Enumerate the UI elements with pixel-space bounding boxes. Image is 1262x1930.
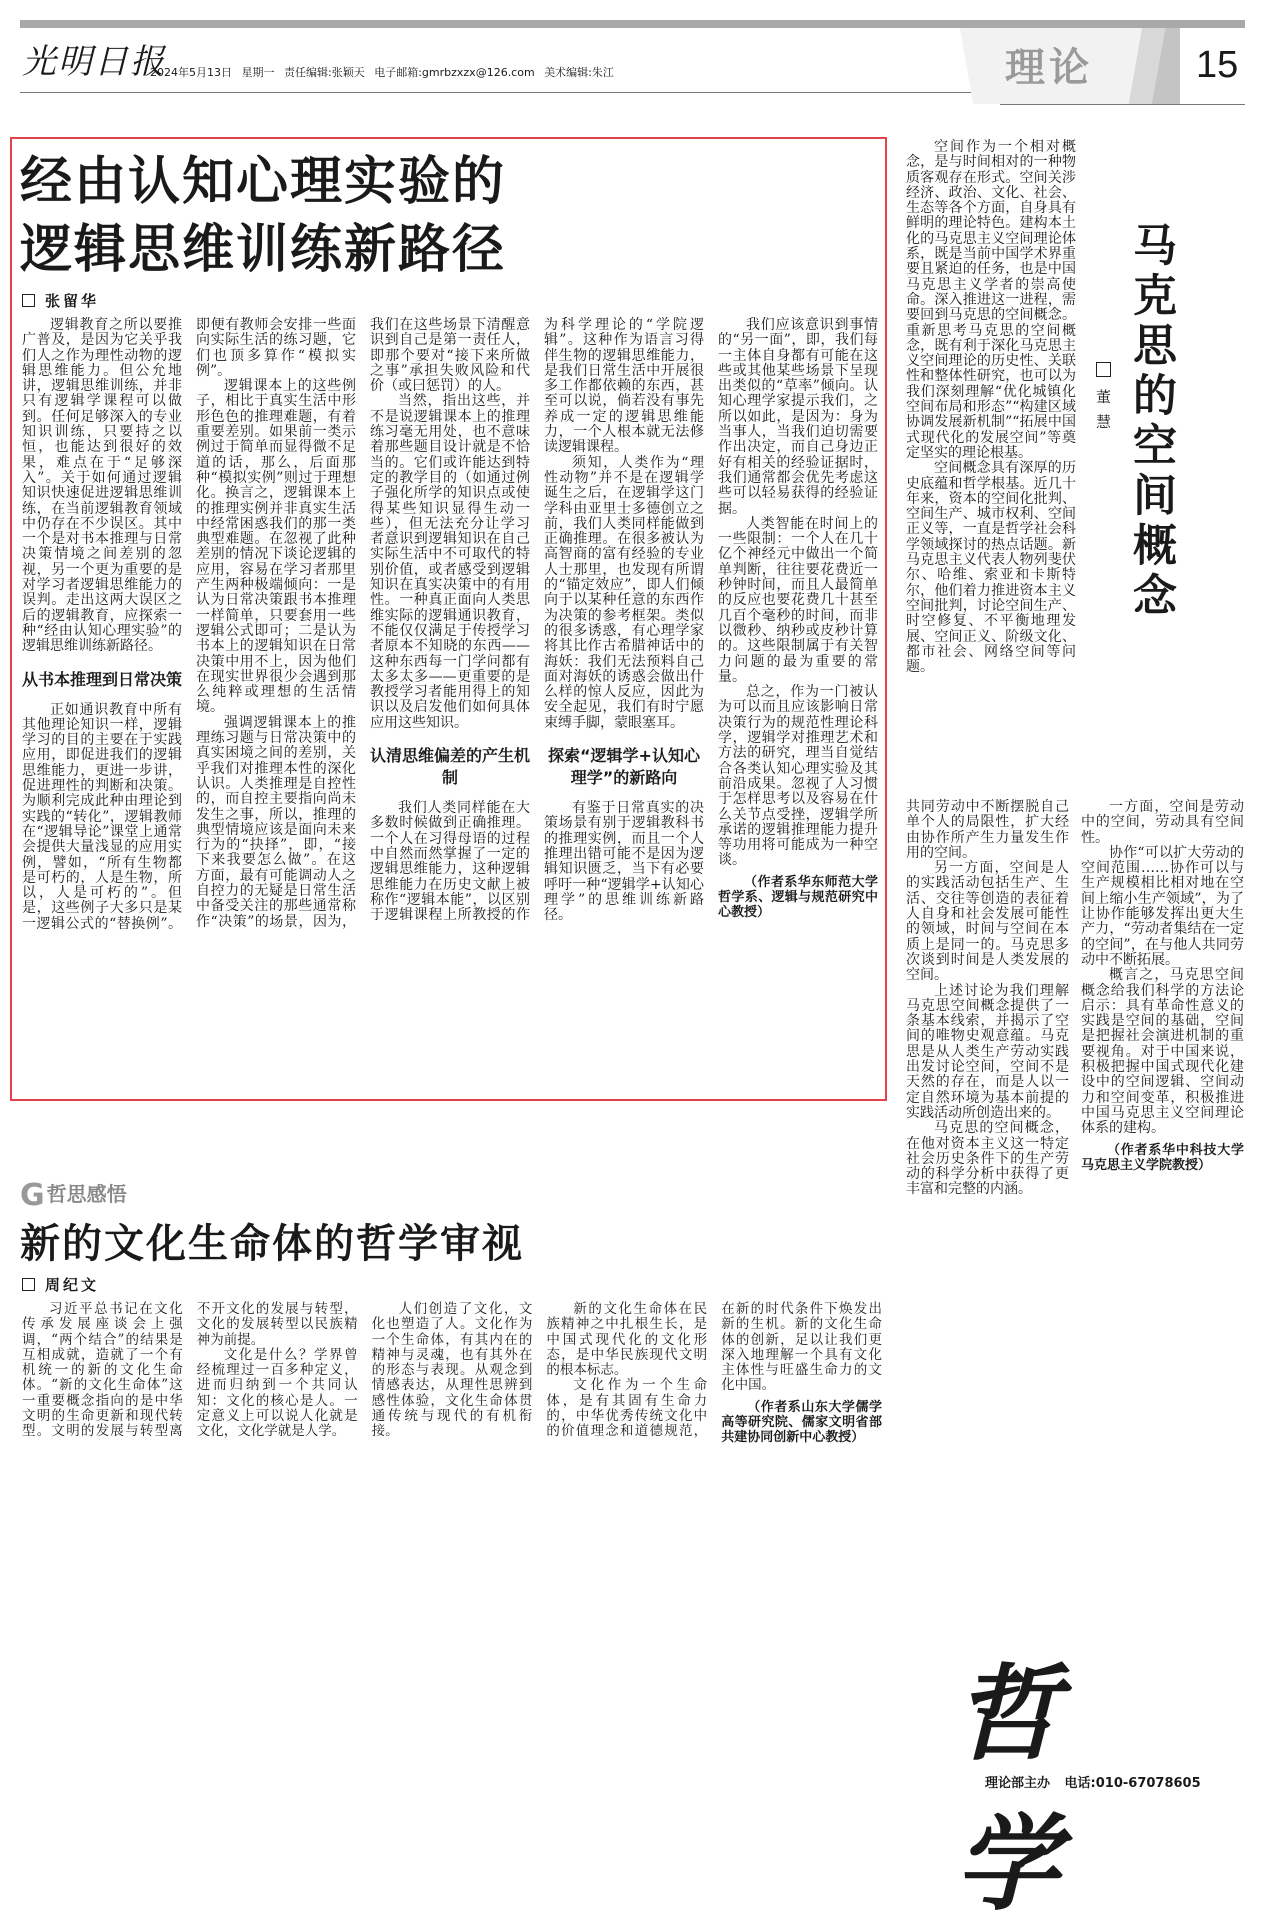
paragraph: 概言之，马克思空间概念给我们科学的方法论启示：具有革命性意义的实践是空间的基础，空间是把握社会演进机制的重要视角。对于中国来说，积极把握中国式现代化建设中的空间逻辑、空间动力和空间变革，积极推进中国马克思主义空间理论体系的建构。	[1081, 967, 1244, 1137]
sponsor: 理论部主办	[985, 1776, 1051, 1791]
paragraph: 正如通识教育中所有其他理论知识一样，逻辑学习的目的主要在于实践应用，即促进我们的逻辑思维能力，更进一步讲，促进理性的判断和决策。为顺利完成此种由理论到实践的“转化”，逻辑教师在“逻辑导论”课堂上通常会提供大量浅显的应用实例，譬如，“所有生物都是可朽的，人是生物，所以，人是可朽的”。但是，这些例子大多只是某一逻辑公式的“替换例”。即便有教师会安排一些面向实际生活的练习题，它们也顶多算作“模拟实例”。	[22, 317, 356, 932]
article2-body	[22, 1302, 882, 1790]
paragraph: 协作“可以扩大劳动的空间范围……协作可以与生产规模相比相对地在空间上缩小生产领域”，为了让协作能够发挥出更大生产力，“劳动者集结在一定的空间”，在与他人共同劳动中不断拓展。	[1081, 844, 1244, 968]
side-article-intro	[906, 140, 1076, 790]
article2-byline	[22, 1274, 99, 1295]
responsible-editor: 责任编辑:张颖天	[284, 66, 365, 79]
issue-date: 2024年5月13日	[150, 66, 232, 79]
weekday: 星期一	[241, 66, 275, 79]
paragraph: 新的文化生命体在民族精神之中扎根生长，是中国式现代化的文化形态，是中华民族现代文明的根本标志。	[546, 1301, 708, 1379]
paragraph: 文化作为一个生命体，是有其固有生命力的，中华优秀传统文化中的价值理念和道德规范，在新的时代条件下焕发出新的生机。新的文化生命体的创新，足以让我们更深入地理解一个具有文化主体性与旺盛生命力的文化中国。	[546, 1301, 882, 1440]
author-name: 周纪文	[45, 1276, 100, 1294]
header-divider-right	[1000, 104, 1245, 105]
paragraph: 一方面，空间是劳动中的空间，劳动具有空间性。	[1081, 799, 1244, 846]
paragraph: 须知，人类作为“理性动物”并不是在逻辑学诞生之后，在逻辑学这门学科由亚里士多德创立之前，我们人类同样能做到正确推理。在很多被认为高智商的富有经验的专业人士那里，也发现有所谓的“锚定效应”，即人们倾向于以某种任意的东西作为决策的参考框架。类似的很多诱惑，有心理学家将其比作古希腊神话中的海妖：我们无法预料自己面对海妖的诱惑会做出什么样的惊人反应，因此为安全起见，我们有时宁愿束缚手脚，蒙眼塞耳。	[544, 454, 704, 731]
subheading: 探索“逻辑学+认知心理学”的新路向	[548, 746, 700, 788]
side-article-headline: 马克思的空间概念	[1125, 222, 1176, 622]
headline-line: 经由认知心理实验的	[20, 151, 507, 212]
column-tag-label: 哲思感悟	[46, 1182, 127, 1206]
subheading: 从书本推理到日常决策	[22, 669, 183, 689]
column-logo-icon: G	[20, 1178, 45, 1213]
article1-byline	[22, 290, 99, 311]
paragraph: 另一方面，空间是人的实践活动包括生产、生活、交往等创造的表征着人自身和社会发展可能性的领域，时间与空间在本质上是同一的。马克思多次谈到时间是人类发展的空间。	[906, 860, 1069, 984]
column-tag	[20, 1178, 127, 1213]
side-article-body	[906, 800, 1244, 1630]
paragraph: 强调逻辑课本上的推理练习题与日常决策中的真实困境之间的差别，关乎我们对推理本性的深化认识。人类推理是自控性的，而自控主要指向尚未发生之事，所以，推理的典型情境应该是面向未来行为的“抉择”，即，“接下来我要怎么做”。在这方面，最有可能调动人之自控力的无疑是日常生活中备受关注的那些通常称作“决策”的场景，因为，我们在这些场景下清醒意识到自己是第一责任人，即那个要对“接下来所做之事”承担失败风险和代价（或曰惩罚）的人。	[196, 317, 530, 930]
paragraph: 我们人类同样能在大多数时候做到正确推理。一个人在习得母语的过程中自然而然掌握了一定的逻辑思维能力，这种逻辑思维能力在历史文献上被称作“逻辑本能”，以区别于逻辑课程上所教授的作为科学理论的“学院逻辑”。这种作为语言习得伴生物的逻辑思维能力，是我们日常生活中开展很多工作都依赖的东西，甚至可以说，倘若没有事先养成一定的逻辑思维能力，一个人根本就无法修读逻辑课程。	[370, 317, 704, 924]
header-divider	[20, 92, 980, 93]
paragraph: 我们应该意识到事情的“另一面”，即，我们每一主体自身都有可能在这些或其他某些场景下呈现出类似的“草率”倾向。认知心理学家提示我们，之所以如此，是因为：身为当事人，当我们迫切需要作出决定，而自己身边正好有相关的经验证据时，我们通常都会优先考虑这些可以轻易获得的经验证据。	[718, 317, 878, 517]
art-editor: 美术编辑:朱江	[544, 66, 614, 79]
side-article-byline	[1093, 362, 1114, 439]
paragraph: 文化是什么？学界曾经梳理过一百多种定义，进而归纳到一个共同认知：文化的核心是人。一定意义上可以说人化就是文化，文化学就是人学。	[196, 1346, 358, 1440]
editor-email: 电子邮箱:gmrbzxzx@126.com	[374, 66, 535, 79]
byline-box-icon	[1096, 362, 1111, 377]
paragraph: 空间作为一个相对概念，是与时间相对的一种物质客观存在形式。空间关涉经济、政治、文化、社会、生态等各个方面，自身具有鲜明的理论特色。建构本土化的马克思主义空间理论体系，既是当前中国学术界重要且紧迫的任务，也是中国马克思主义学者的崇高使命。深入推进这一进程，需要回到马克思的空间概念。重新思考马克思的空间概念，既有利于深化马克思主义空间理论的历史性、关联性和整体性研究，也可以为我们深刻理解“优化城镇化空间布局和形态”“构建区域协调发展新机制”“拓展中国式现代化的发展空间”等奠定坚实的理论根基。	[906, 139, 1076, 461]
byline-box-icon	[22, 294, 35, 307]
byline-box-icon	[22, 1278, 35, 1291]
article1-headline	[20, 148, 506, 284]
paragraph: 人们创造了文化，文化也塑造了人。文化作为一个生命体，有其内在的精神与灵魂，也有其外在的形态与表现。从观念到情感表达，从理性思辨到感性体验，文化生命体贯通传统与现代的有机衔接。	[371, 1301, 533, 1440]
author-note: （作者系山东大学儒学高等研究院、儒家文明省部共建协同创新中心教授）	[721, 1399, 882, 1446]
page-number: 15	[1196, 44, 1239, 86]
paragraph: 空间概念具有深厚的历史底蕴和哲学根基。近几十年来，资本的空间化批判、空间生产、城市权利、空间正义等，一直是哲学社会科学领域探讨的热点话题。新马克思主义代表人物列斐伏尔、哈维、索亚和卡斯特尔，他们着力推进资本主义空间批判，讨论空间生产、时空修复、不平衡地理发展、空间正义、阶级文化、都市社会、网络空间等问题。	[906, 460, 1076, 676]
paragraph: 共同劳动中不断摆脱自己单个人的局限性，扩大经由协作所产生力量发生作用的空间。	[906, 799, 1069, 861]
top-rule	[20, 20, 1245, 28]
paragraph: 马克思的空间概念，在他对资本主义这一特定社会历史条件下的生产劳动的科学分析中获得了更丰富和完整的内涵。	[906, 1120, 1069, 1198]
section-label: 理论	[1005, 44, 1093, 91]
author-note: （作者系华东师范大学哲学系、逻辑与规范研究中心教授）	[718, 874, 878, 921]
page-footer	[985, 1772, 1201, 1791]
article1-body	[22, 318, 878, 1088]
subheading: 认清思维偏差的产生机制	[370, 746, 531, 788]
newspaper-logo: 光明日报	[22, 42, 166, 82]
author-name: 张留华	[45, 292, 100, 310]
paragraph: 逻辑课本上的这些例子，相比于真实生活中形形色色的推理难题，有着重要差别。如果前一类示例过于简单而显得微不足道的话，那么，后面那种“模拟实例”则过于理想化。换言之，逻辑课本上的推理实例并非真实生活中经常困惑我们的那一类典型难题。在忽视了此种差别的情况下谈论逻辑的应用，容易在学习者那里产生两种极端倾向：一是认为日常决策跟书本推理一样简单，只要套用一些逻辑公式即可；二是认为书本上的逻辑知识在日常决策中用不上，因为他们在现实世界很少会遇到那么纯粹或理想的生活情境。	[196, 378, 356, 716]
paragraph: 总之，作为一门被认为可以而且应该影响日常决策行为的规范性理论科学，逻辑学对推理艺术和方法的研究，理当自觉结合各类认知心理实验及其前沿成果。忽视了人习惯于怎样思考以及容易在什么关节点受挫，逻辑学所承诺的逻辑推理能力提升等功用将可能成为一种空谈。	[718, 684, 878, 869]
paragraph: 人类智能在时间上的一些限制：一个人在几十亿个神经元中做出一个简单判断，往往要花费近一秒钟时间，而且人最简单的反应也要花费几十甚至几百个毫秒的时间，而非以微秒、纳秒或皮秒计算的。这些限制属于有关智力问题的最为重要的常量。	[718, 515, 878, 685]
paragraph: 上述讨论为我们理解马克思空间概念提供了一条基本线索，并揭示了空间的唯物史观意蕴。马克思是从人类生产劳动实践出发讨论空间，空间不是天然的存在，而是人以一定自然环境为基本前提的实践活动所创造出来的。	[906, 982, 1069, 1121]
phone: 电话:010-67078605	[1064, 1776, 1201, 1791]
paragraph: 习近平总书记在文化传承发展座谈会上强调，“两个结合”的结果是互相成就，造就了一个有机统一的新的文化生命体。“新的文化生命体”这一重要概念指向的是中华文明的生命更新和现代转型。文明的发展与转型离不开文化的发展与转型，文化的发展转型以民族精神为前提。	[22, 1301, 358, 1440]
paragraph: 当然，指出这些，并不是说逻辑课本上的推理练习毫无用处，也不意味着那些题目设计就是不恰当的。它们或许能达到特定的教学目的（如通过例子强化所学的知识点或使得某些知识显得生动一些），但无法充分让学习者意识到逻辑知识在自己实际生活中不可取代的特别价值，或者感受到逻辑知识在真实决策中的有用性。一种真正面向人类思维实际的逻辑通识教育，不能仅仅满足于传授学习者原本不知晓的东西——这种东西每一门学问都有太多太多——更重要的是教授学习者能用得上的知识以及启发他们如何具体应用这些知识。	[370, 393, 530, 731]
paragraph: 逻辑教育之所以要推广普及，是因为它关乎我们人之作为理性动物的逻辑思维能力。但公允地讲，逻辑思维训练，并非只有逻辑学课程可以做到。任何足够深入的专业知识训练，只要持之以恒，也能达到很好的效果，难点在于“足够深入”。关于如何通过逻辑知识快速促进逻辑思维训练，在当前逻辑教育领域中仍存在不少误区。其中一个是对书本推理与日常决策情境之间差别的忽视，另一个更为重要的是对学习者逻辑思维能力的误判。走出这两大误区之后的逻辑教育，应探索一种“经由认知心理实验”的逻辑思维训练新路径。	[22, 317, 182, 655]
philosophy-calligraphy-masthead: 哲学	[955, 1652, 1120, 1925]
headline-line: 逻辑思维训练新路径	[20, 219, 507, 280]
article2-headline: 新的文化生命体的哲学审视	[20, 1220, 524, 1267]
paragraph: 有鉴于日常真实的决策场景有别于逻辑教科书的推理实例，而且一个人推理出错可能不是因为逻辑知识匮乏，当下有必要呼吁一种“逻辑学+认知心理学”的思维训练新路径。	[544, 800, 704, 924]
author-name: 董慧	[1094, 389, 1112, 439]
author-note: （作者系华中科技大学马克思主义学院教授）	[1081, 1142, 1244, 1173]
dateline	[150, 64, 614, 80]
